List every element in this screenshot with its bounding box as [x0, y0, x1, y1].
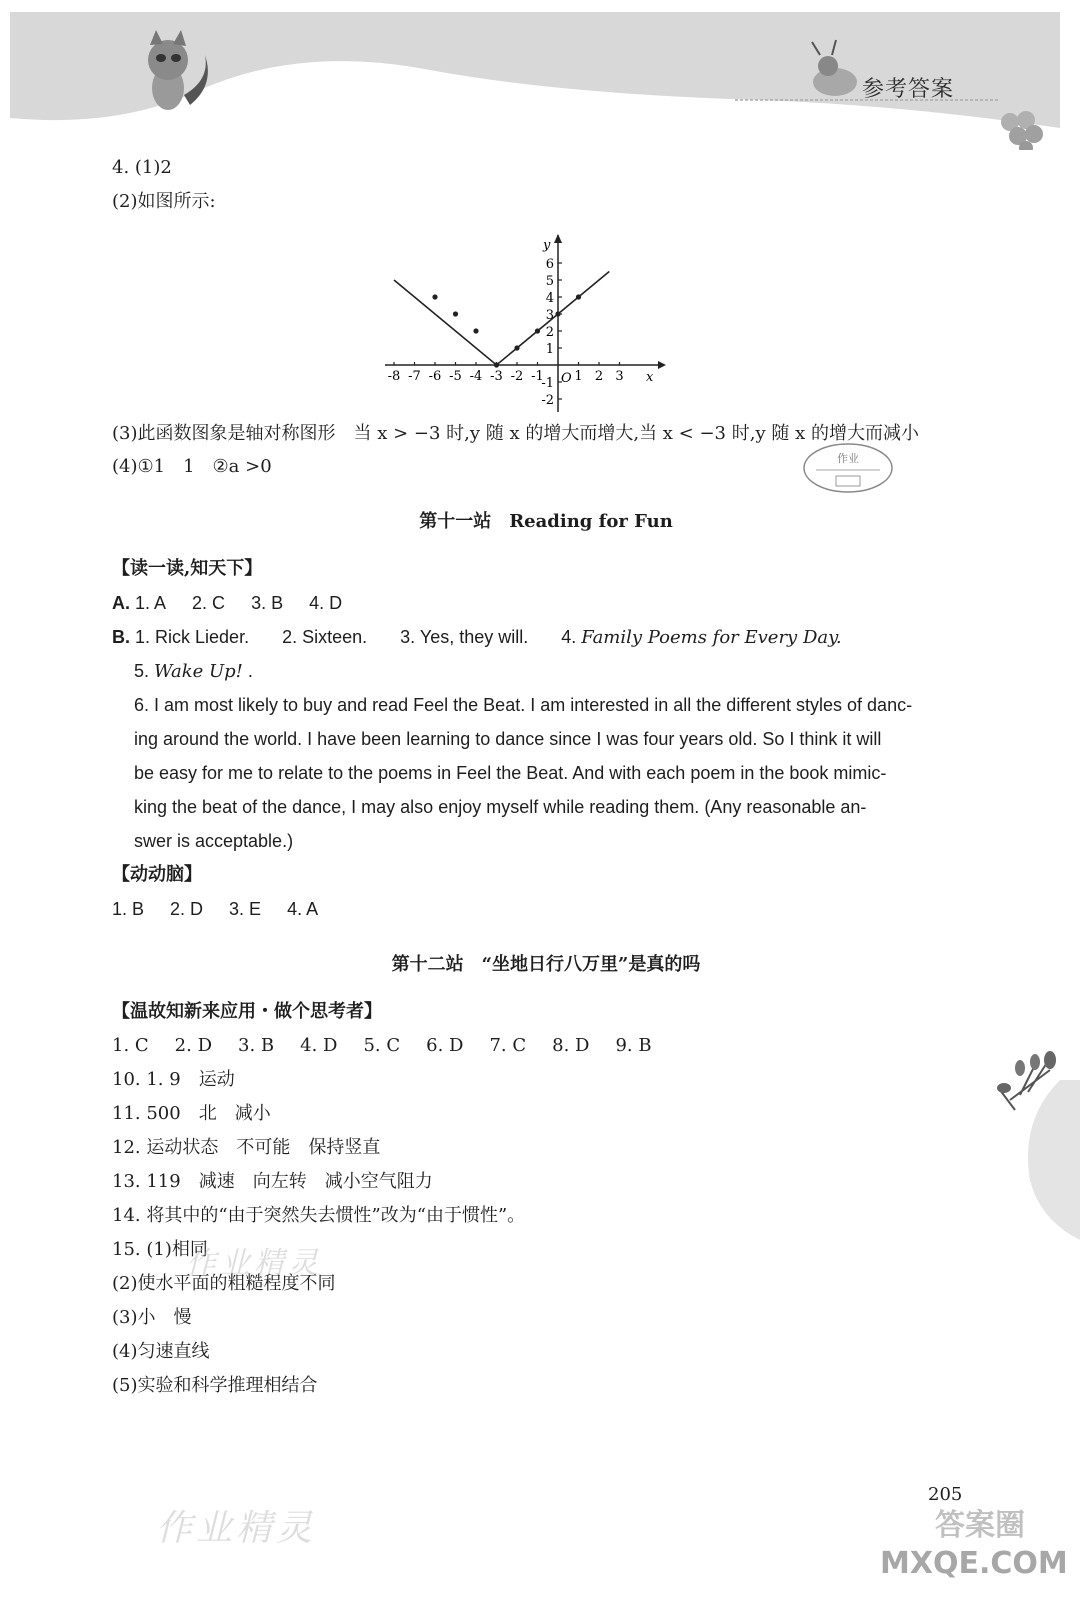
homework-stamp	[800, 440, 896, 496]
part-a-answer: 3. B	[251, 593, 284, 613]
part-b-answer-6-line: swer is acceptable.)	[134, 831, 294, 851]
section12-mc-answers	[112, 1034, 678, 1058]
brain-answer: 3. E	[229, 899, 262, 919]
part-b-answer-4-num: 4.	[561, 627, 577, 647]
data-point	[494, 362, 499, 367]
x-tick-label: -4	[469, 369, 483, 384]
y-tick-label: 3	[545, 308, 554, 323]
part-b-answer-3: 3. Yes, they will.	[400, 627, 529, 647]
y-tick-label: 6	[545, 257, 554, 272]
part-b-answer-6-line: ing around the world. I have been learning to dance since I was four years old. So I think it will	[134, 729, 882, 749]
function-line	[394, 272, 609, 366]
q4-part4: (4)①1 1 ②a >0	[112, 456, 272, 477]
section11-part-b	[112, 625, 842, 650]
section12-title: 第十二站 “坐地日行八万里”是真的吗	[391, 954, 701, 975]
answer-line: 15. (1)相同	[112, 1239, 208, 1260]
section11-heading-brain: 【动动脑】	[112, 864, 202, 885]
brain-answers	[112, 897, 344, 921]
mc-answer: 1. C	[112, 1035, 149, 1056]
x-tick-label: -8	[387, 369, 401, 384]
mc-answer: 8. D	[552, 1035, 590, 1056]
brain-answer: 4. A	[287, 899, 319, 919]
section11-heading-read: 【读一读,知天下】	[112, 558, 263, 579]
x-tick-label: 3	[615, 369, 624, 384]
y-tick-label: -2	[541, 393, 554, 408]
y-tick-label: 2	[545, 325, 554, 340]
x-tick-label: 2	[594, 369, 604, 384]
mc-answer: 9. B	[615, 1035, 652, 1056]
y-tick-label: 1	[545, 342, 554, 357]
part-a-answer: 1. A	[135, 593, 167, 613]
part-b-answer-6-line: 6. I am most likely to buy and read Feel the Beat. I am interested in all the different styles of danc-	[134, 695, 913, 715]
part-a-answer: 4. D	[309, 593, 343, 613]
part-b-answer-1: 1. Rick Lieder.	[135, 627, 250, 647]
part-b-answer-5-title: Wake Up!	[154, 661, 243, 682]
x-tick-label: -7	[408, 369, 421, 384]
x-tick-label: 1	[574, 369, 583, 384]
part-b-answer-4-title: Family Poems for Every Day.	[581, 627, 842, 648]
x-tick-label: -6	[428, 369, 442, 384]
part-b-answer-5: 5. Wake Up! .	[134, 661, 253, 682]
part-a-answer: 2. C	[192, 593, 226, 613]
watermark: 作业精灵	[186, 1246, 322, 1281]
part-b-answer-6-line: be easy for me to relate to the poems in Feel the Beat. And with each poem in the book mimic-	[134, 763, 887, 783]
mc-answer: 5. C	[363, 1035, 401, 1056]
data-point	[555, 311, 560, 316]
y-tick-label: 4	[545, 291, 554, 306]
side-decoration	[990, 1040, 1080, 1240]
answer-line: 14. 将其中的“由于突然失去惯性”改为“由于惯性”。	[112, 1205, 526, 1226]
section12-heading: 【温故知新来应用・做个思考者】	[112, 1001, 382, 1022]
part-b-answer-2: 2. Sixteen.	[282, 627, 368, 647]
data-point	[453, 311, 458, 316]
x-tick-label: -5	[449, 369, 462, 384]
mc-answer: 7. C	[489, 1035, 527, 1056]
y-axis-arrow	[554, 234, 562, 243]
y-tick-label: -1	[541, 376, 554, 391]
section11-title: 第十一站 Reading for Fun	[419, 511, 673, 532]
brain-answer: 2. D	[170, 899, 204, 919]
brain-answer: 1. B	[112, 899, 145, 919]
q4-part3: (3)此函数图象是轴对称图形 当 x > −3 时,y 随 x 的增大而增大,当 x < −3 时,y 随 x 的增大而减小	[112, 423, 919, 444]
data-point	[514, 345, 519, 350]
x-axis-label: x	[646, 370, 654, 385]
part-b-answer-6-line: king the beat of the dance, I may also enjoy myself while reading them. (Any reasonable an-	[134, 797, 867, 817]
y-axis-label: y	[543, 238, 551, 253]
answer-line: 13. 119 减速 向左转 减小空气阻力	[112, 1171, 433, 1192]
mc-answer: 3. B	[238, 1035, 275, 1056]
mc-answer: 2. D	[174, 1035, 212, 1056]
page-number: 205	[928, 1484, 963, 1505]
answer-line: (4)匀速直线	[112, 1341, 210, 1362]
stamp-text: 作业	[837, 452, 859, 465]
q4-part1: 4. (1)2	[112, 157, 172, 178]
x-tick-label: -1	[531, 369, 544, 384]
x-tick-label: -2	[510, 369, 524, 384]
answer-line: (2)使水平面的粗糙程度不同	[112, 1273, 336, 1294]
answer-line: 12. 运动状态 不可能 保持竖直	[112, 1137, 381, 1158]
site-logo: MXQE.COM	[880, 1546, 1068, 1581]
answer-line: (3)小 慢	[112, 1307, 192, 1328]
answer-line: 11. 500 北 减小	[112, 1103, 271, 1124]
data-point	[432, 294, 437, 299]
origin-label: O	[561, 371, 572, 386]
x-tick-label: -3	[490, 369, 503, 384]
section11-part-a	[112, 591, 368, 615]
data-point	[576, 294, 581, 299]
header-title: 参考答案	[862, 77, 955, 102]
part-b-label: B.	[112, 627, 130, 647]
part-a-label: A.	[112, 593, 130, 613]
answer-line: (5)实验和科学推理相结合	[112, 1375, 318, 1396]
y-tick-label: 5	[545, 274, 554, 289]
x-axis-arrow	[658, 361, 666, 369]
mc-answer: 6. D	[426, 1035, 464, 1056]
data-point	[535, 328, 540, 333]
site-logo-cn: 答案圈	[935, 1508, 1025, 1543]
q4-part2: (2)如图所示:	[112, 191, 216, 212]
watermark: 作业精灵	[156, 1508, 317, 1549]
mc-answer: 4. D	[300, 1035, 338, 1056]
data-point	[473, 328, 478, 333]
answer-line: 10. 1. 9 运动	[112, 1069, 235, 1090]
function-graph	[380, 230, 670, 415]
